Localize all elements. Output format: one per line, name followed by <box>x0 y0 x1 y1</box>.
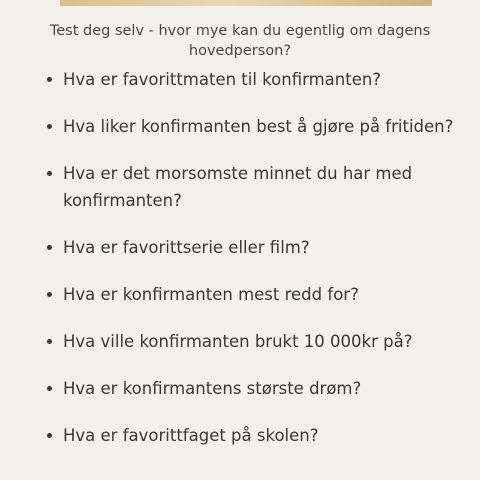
bullet-icon <box>47 77 52 82</box>
bullet-icon <box>47 292 52 297</box>
bullet-icon <box>47 124 52 129</box>
intro-text: Test deg selv - hvor mye kan du egentlig om dagens hovedperson? <box>49 23 431 59</box>
list-item <box>0 66 480 93</box>
question-text: Hva er favorittmaten til konfirmanten? <box>63 70 382 89</box>
list-item <box>0 422 480 449</box>
bullet-icon <box>47 245 52 250</box>
question-text: Hva liker konfirmanten best å gjøre på fritiden? <box>63 117 454 136</box>
list-item <box>0 234 480 261</box>
list-item <box>0 160 480 214</box>
bullet-icon <box>47 171 52 176</box>
question-text: Hva er konfirmanten mest redd for? <box>63 285 359 304</box>
gold-divider <box>60 0 432 6</box>
bullet-icon <box>47 433 52 438</box>
list-item <box>0 281 480 308</box>
question-text: Hva er favorittserie eller film? <box>63 238 310 257</box>
bullet-icon <box>47 386 52 391</box>
question-text: Hva ville konfirmanten brukt 10 000kr på? <box>63 332 413 351</box>
list-item <box>0 113 480 140</box>
list-item <box>0 328 480 355</box>
question-list <box>0 66 480 469</box>
question-text: Hva er favorittfaget på skolen? <box>63 426 319 445</box>
bullet-icon <box>47 339 52 344</box>
question-text: Hva er konfirmantens største drøm? <box>63 379 362 398</box>
list-item <box>0 375 480 402</box>
question-text: Hva er det morsomste minnet du har med konfirmanten? <box>63 164 413 210</box>
